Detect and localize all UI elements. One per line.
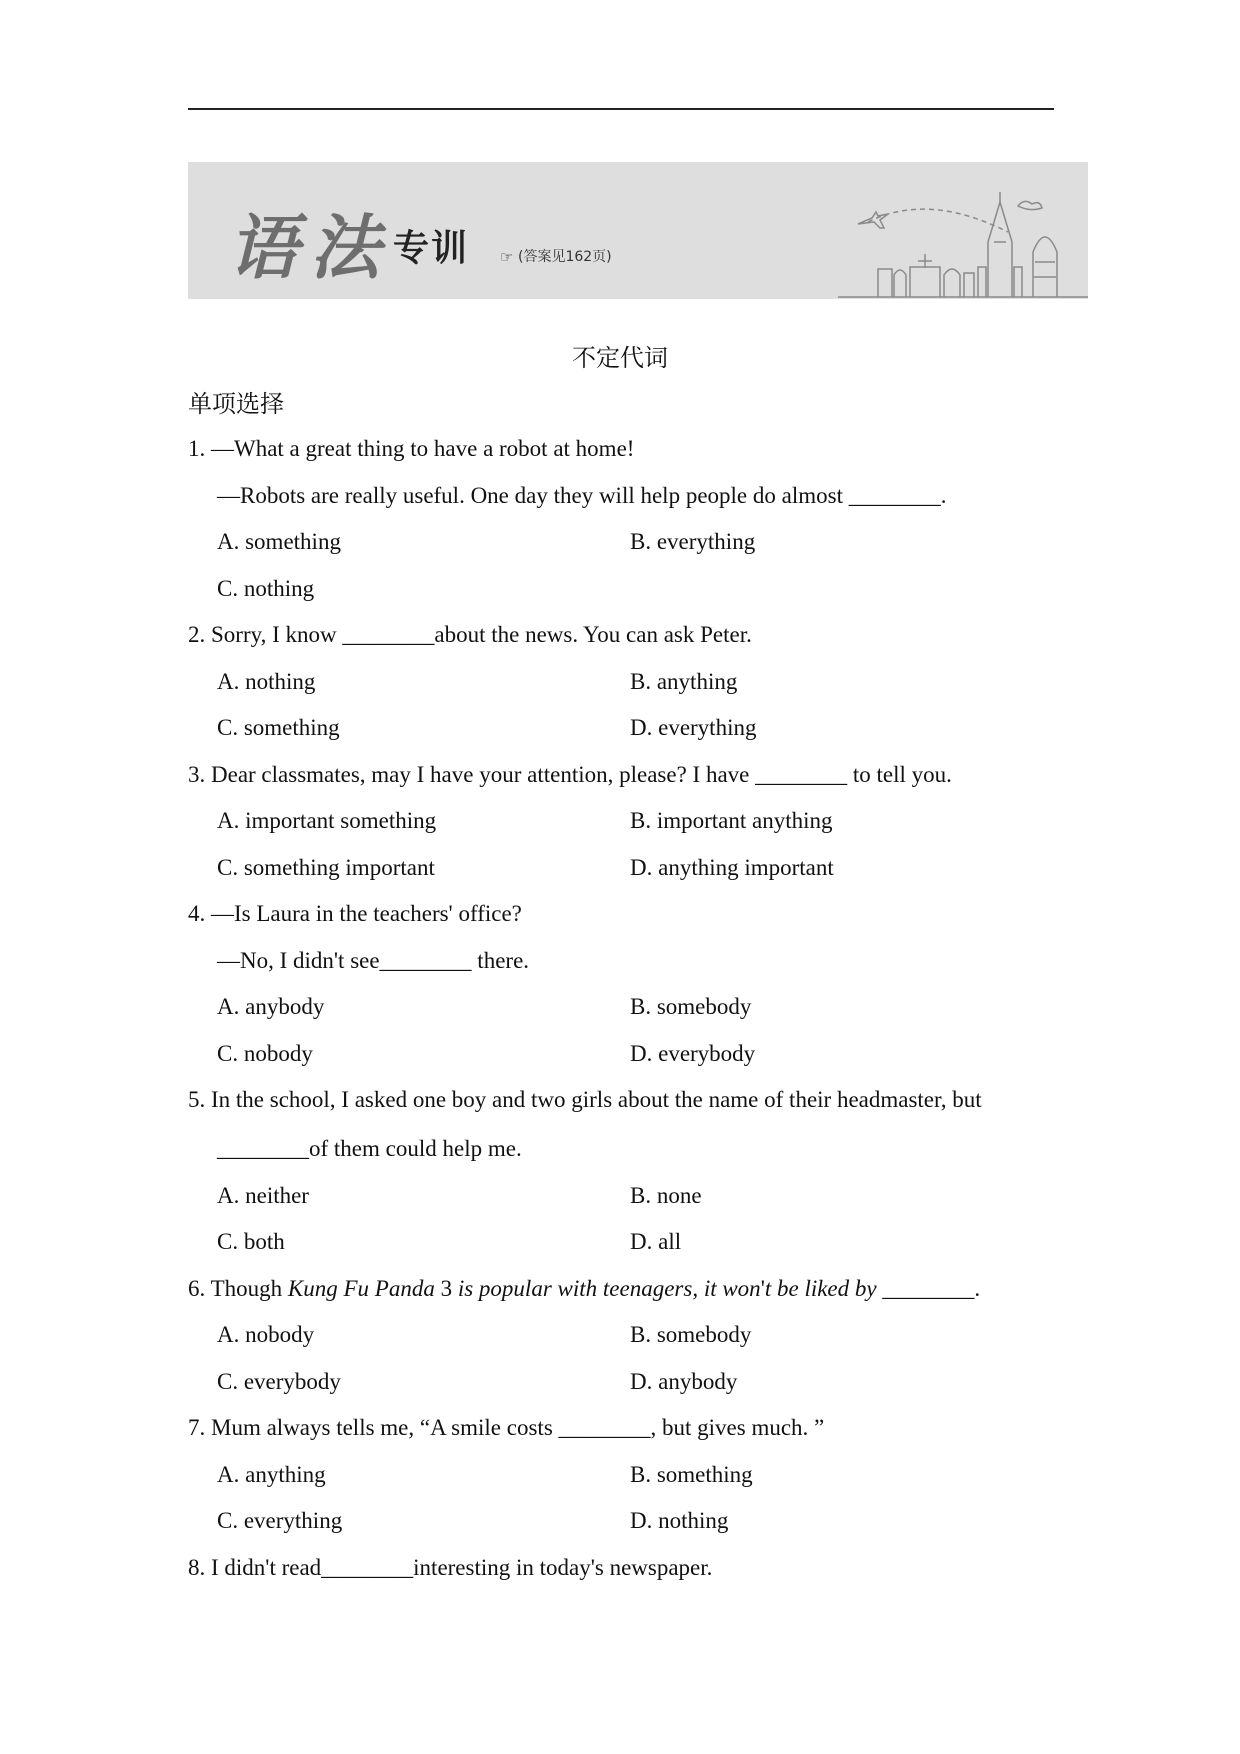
question-5-line-1: 5. In the school, I asked one boy and two girls about the name of their headmaster, but (188, 1087, 982, 1112)
option-a: A. anybody (217, 994, 325, 1019)
option-d: D. everybody (630, 1040, 756, 1066)
question-6-options-row-1 (188, 1312, 1068, 1359)
question-3-options-row-1 (188, 798, 1068, 845)
q6-text-italic-1: is popular with teenagers, it won (457, 1275, 761, 1301)
question-1-line-2: —Robots are really useful. One day they will help people do almost ________. (217, 482, 947, 508)
option-d: D. all (630, 1229, 682, 1254)
q6-text-number: 3 (434, 1275, 458, 1301)
option-a: A. something (217, 529, 341, 554)
question-list (188, 426, 1068, 1591)
question-1-line-1: 1. —What a great thing to have a robot at home! (188, 436, 635, 461)
option-a: A. anything (217, 1461, 326, 1487)
option-b: B. none (630, 1182, 702, 1208)
option-c: C. nobody (217, 1040, 313, 1066)
question-5-options-row-2 (188, 1219, 1068, 1266)
question-1-options-row-1 (188, 519, 1068, 566)
question-1-options-row-2 (188, 566, 1068, 613)
question-4-line-2: —No, I didn't see________ there. (217, 947, 530, 973)
question-7-options-row-1 (188, 1452, 1068, 1499)
option-b: B. somebody (630, 1322, 752, 1347)
option-b: B. somebody (630, 994, 752, 1019)
question-5-options-row-1 (188, 1173, 1068, 1220)
question-4-line-1: 4. —Is Laura in the teachers' office? (188, 901, 522, 926)
option-c: C. everything (217, 1508, 343, 1533)
option-c: C. something (217, 715, 340, 740)
question-2-line-1: 2. Sorry, I know ________about the news. You can ask Peter. (188, 622, 752, 647)
question-2-options-row-1 (188, 659, 1068, 706)
top-rule (188, 108, 1054, 110)
banner-subtitle: 专训 (393, 228, 470, 269)
banner-title: 语法 (228, 206, 392, 289)
question-7-options-row-2 (188, 1498, 1068, 1545)
question-6-options-row-2 (188, 1359, 1068, 1406)
option-a: A. nothing (217, 668, 316, 694)
question-5-line-2: ________of them could help me. (217, 1136, 522, 1161)
question-3-options-row-2 (188, 845, 1068, 892)
pointing-hand-icon: ☞ (500, 248, 514, 266)
question-8-line-1: 8. I didn't read________interesting in today's newspaper. (188, 1554, 713, 1580)
q6-text-italic-2: t be liked by (764, 1275, 877, 1301)
q6-movie-title: Kung Fu Panda (287, 1275, 435, 1301)
question-7-line-1: 7. Mum always tells me, “A smile costs ________, but gives much. ” (188, 1415, 825, 1440)
option-d: D. anything important (630, 854, 834, 880)
option-c: C. everybody (217, 1368, 341, 1394)
q6-apostrophe: ' (760, 1275, 765, 1301)
q6-blank: ________. (876, 1275, 981, 1301)
option-d: D. anybody (630, 1368, 738, 1394)
option-d: D. everything (630, 715, 757, 740)
option-b: B. something (630, 1461, 753, 1487)
option-a: A. neither (217, 1182, 309, 1208)
option-b: B. important anything (630, 808, 833, 833)
question-2-options-row-2 (188, 705, 1068, 752)
city-skyline-illustration (828, 162, 1088, 299)
option-c: C. both (217, 1229, 285, 1254)
option-c: C. something important (217, 854, 435, 880)
option-a: A. nobody (217, 1322, 315, 1347)
option-b: B. everything (630, 529, 756, 554)
option-d: D. nothing (630, 1508, 729, 1533)
question-6-line-1 (188, 1266, 1068, 1313)
question-4-options-row-2 (188, 1031, 1068, 1078)
option-b: B. anything (630, 668, 738, 694)
page-heading: 不定代词 (572, 344, 668, 372)
section-banner (188, 162, 1088, 299)
question-4-options-row-1 (188, 984, 1068, 1031)
option-c: C. nothing (217, 575, 315, 601)
option-a: A. important something (217, 808, 437, 833)
answer-page-note: (答案见162页) (518, 249, 612, 265)
section-title: 单项选择 (188, 390, 284, 418)
q6-text-lead: 6. Though (188, 1275, 288, 1301)
question-3-line-1: 3. Dear classmates, may I have your attention, please? I have ________ to tell you. (188, 761, 952, 787)
